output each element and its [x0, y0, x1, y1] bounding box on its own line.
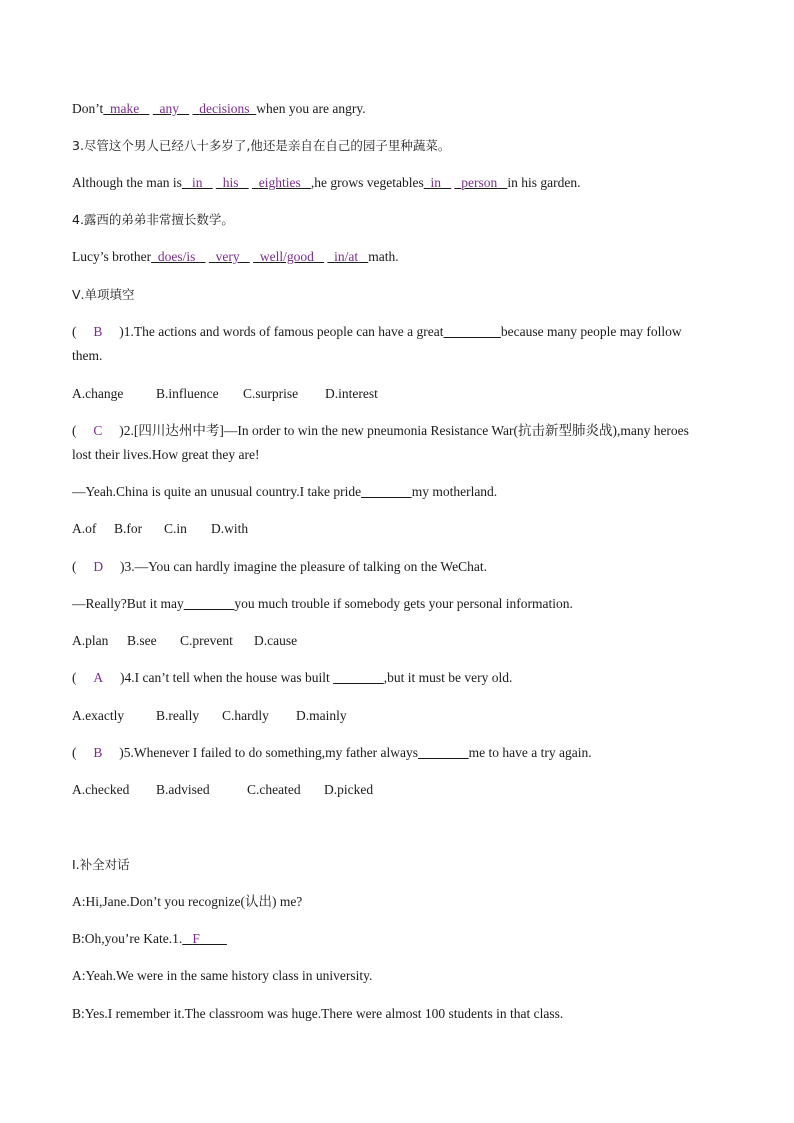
question-text: my motherland. — [411, 484, 498, 499]
option: C.cheated — [247, 782, 301, 797]
translation-4-sentence — [72, 248, 399, 266]
sentence-text: Don’t — [72, 101, 104, 116]
question-2-options — [72, 520, 248, 538]
question-text: )1.The actions and words of famous people can have a great — [119, 324, 444, 339]
translation-3-sentence — [72, 174, 581, 192]
answer-blank: person — [461, 175, 498, 190]
option: C.surprise — [243, 386, 299, 401]
answer-blank: in/at — [334, 249, 359, 264]
question-text: you much trouble if somebody gets your personal information. — [234, 596, 573, 611]
question-text: me to have a try again. — [468, 745, 592, 760]
answer-blank: his — [222, 175, 239, 190]
dialogue-line: A:Hi,Jane.Don’t you recognize(认出) me? — [72, 894, 303, 909]
question-text: because many people may follow — [500, 324, 682, 339]
question-text: ,but it must be very old. — [383, 670, 513, 685]
question-3-reply — [72, 595, 573, 613]
question-2-continued: lost their lives.How great they are! — [72, 447, 260, 462]
dialogue-line: B:Yes.I remember it.The classroom was huge.There were almost 100 students in that class. — [72, 1006, 564, 1021]
option: C.in — [164, 521, 187, 536]
option: B.advised — [156, 782, 210, 797]
question-text: )3.—You can hardly imagine the pleasure of talking on the WeChat. — [120, 559, 487, 574]
sentence-text: Lucy’s brother — [72, 249, 152, 264]
answer-blank: F — [192, 931, 200, 946]
question-1: ( B )1.The actions and words of famous people can have a great because many people may follow — [72, 324, 682, 339]
section-title: Ⅴ.单项填空 — [72, 287, 135, 302]
answer-letter: D — [93, 559, 104, 574]
translation-2-sentence — [72, 100, 366, 118]
translation-3-chinese: 3.尽管这个男人已经八十多岁了,他还是亲自在自己的园子里种蔬菜。 — [72, 138, 451, 153]
option: A.plan — [72, 633, 109, 648]
answer-letter: B — [93, 745, 103, 760]
option: C.hardly — [222, 708, 269, 723]
question-1-options — [72, 385, 378, 403]
question-text: )5.Whenever I failed to do something,my father always — [119, 745, 419, 760]
question-1-continued: them. — [72, 348, 103, 363]
option: A.exactly — [72, 708, 125, 723]
option: A.checked — [72, 782, 130, 797]
answer-blank: make — [110, 101, 140, 116]
answer-blank: decisions — [199, 101, 250, 116]
dialogue-line — [72, 930, 227, 948]
answer-blank: eighties — [258, 175, 301, 190]
question-text: )2.[四川达州中考]—In order to win the new pneumonia Resistance War(抗击新型肺炎战),many heroes — [119, 423, 689, 438]
sentence-text: math. — [368, 249, 399, 264]
answer-letter: C — [93, 423, 103, 438]
sentence-text: in his garden. — [507, 175, 581, 190]
answer-blank: very — [215, 249, 240, 264]
question-4-options — [72, 707, 347, 725]
translation-4-chinese: 4.露西的弟弟非常擅长数学。 — [72, 212, 234, 227]
question-5-options — [72, 781, 373, 799]
question-text: )4.I can’t tell when the house was built — [120, 670, 330, 685]
answer-letter: A — [93, 670, 104, 685]
option: A.change — [72, 386, 124, 401]
option: D.cause — [254, 633, 298, 648]
option: B.really — [156, 708, 200, 723]
option: D.picked — [324, 782, 374, 797]
option: C.prevent — [180, 633, 233, 648]
question-2-reply — [72, 483, 497, 501]
sentence-text: ,he grows vegetables — [310, 175, 424, 190]
question-text: —Yeah.China is quite an unusual country.I take pride — [72, 484, 362, 499]
sentence-text: when you are angry. — [256, 101, 366, 116]
option: B.influence — [156, 386, 219, 401]
dialogue-text: B:Oh,you’re Kate.1. — [72, 931, 183, 946]
answer-blank: in — [192, 175, 203, 190]
dialogue-line: A:Yeah.We were in the same history class in university. — [72, 968, 373, 983]
option: D.mainly — [296, 708, 347, 723]
option: D.interest — [325, 386, 378, 401]
option: B.see — [127, 633, 157, 648]
answer-blank: any — [159, 101, 180, 116]
question-2: ( C )2.[四川达州中考]—In order to win the new pneumonia Resistance War(抗击新型肺炎战),many heroes — [72, 423, 689, 438]
sentence-text: Although the man is — [72, 175, 182, 190]
question-5: ( B )5.Whenever I failed to do something,my father always me to have a try again. — [72, 745, 592, 760]
answer-blank: well/good — [259, 249, 314, 264]
answer-letter: B — [93, 324, 103, 339]
option: A.of — [72, 521, 97, 536]
option: B.for — [114, 521, 143, 536]
option: D.with — [211, 521, 249, 536]
question-3: ( D )3.—You can hardly imagine the pleasure of talking on the WeChat. — [72, 559, 487, 574]
section-title: Ⅰ.补全对话 — [72, 857, 130, 872]
question-4: ( A )4.I can’t tell when the house was built ,but it must be very old. — [72, 670, 513, 685]
answer-blank: does/is — [157, 249, 196, 264]
question-text: —Really?But it may — [72, 596, 184, 611]
answer-blank: in — [430, 175, 442, 190]
question-3-options — [72, 632, 297, 650]
